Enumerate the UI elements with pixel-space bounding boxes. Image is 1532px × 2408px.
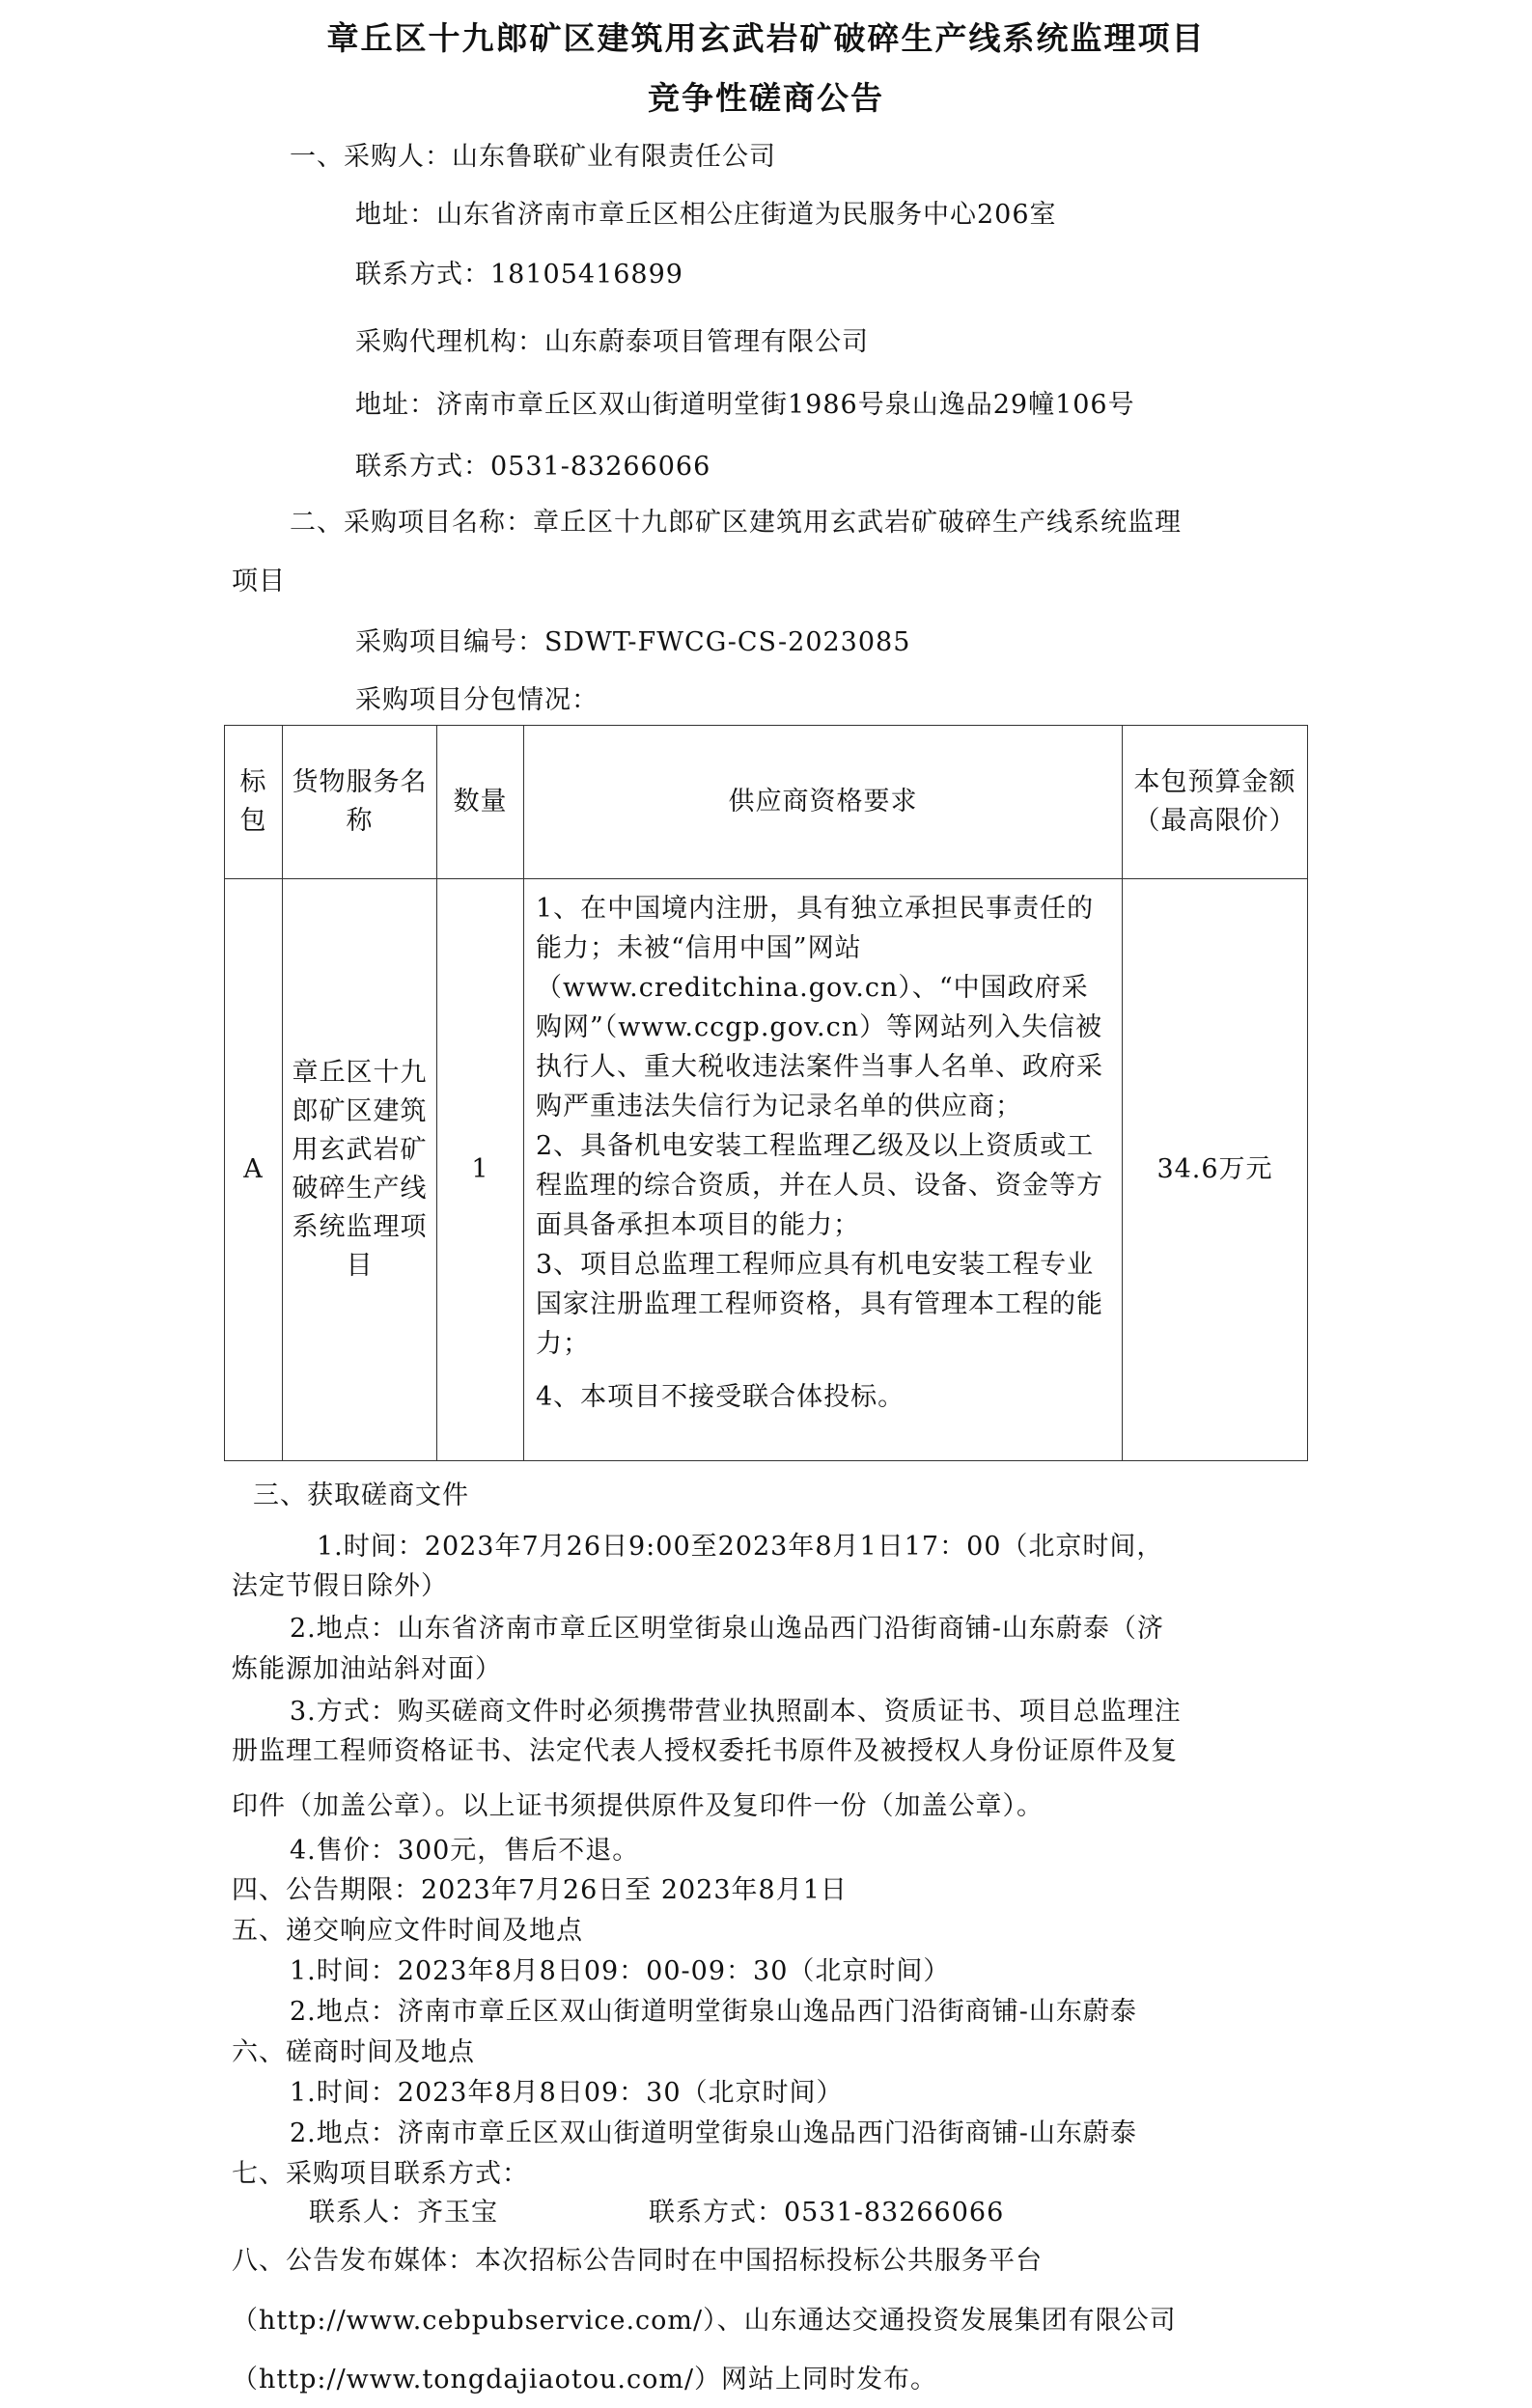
table-row [225, 879, 1308, 1461]
section3-price: 4.售价：300元，售后不退。 [290, 1836, 640, 1866]
section7-heading: 七、采购项目联系方式： [232, 2159, 529, 2189]
header-item-name: 货物服务名称 [283, 726, 437, 879]
section5-place: 2.地点：济南市章丘区双山街道明堂街泉山逸品西门沿街商铺-山东蔚泰 [290, 1997, 1137, 2027]
section3-time-line2: 法定节假日除外） [232, 1571, 448, 1601]
agency-contact: 联系方式：0531-83266066 [355, 452, 711, 482]
project-name-line2: 项目 [232, 567, 286, 596]
header-package: 标包 [225, 726, 283, 879]
header-requirements: 供应商资格要求 [524, 726, 1123, 879]
header-budget: 本包预算金额（最高限价） [1123, 726, 1308, 879]
purchaser-heading: 一、采购人：山东鲁联矿业有限责任公司 [290, 142, 776, 172]
section3-method-line2: 册监理工程师资格证书、法定代表人授权委托书原件及被授权人身份证原件及复 [232, 1736, 1178, 1766]
section3-method-line1: 3.方式：购买磋商文件时必须携带营业执照副本、资质证书、项目总监理注 [290, 1697, 1182, 1727]
table-header-row [225, 726, 1308, 879]
section3-place-line1: 2.地点：山东省济南市章丘区明堂街泉山逸品西门沿街商铺-山东蔚泰（济 [290, 1614, 1164, 1644]
cell-package: A [225, 879, 283, 1461]
agency-name: 采购代理机构：山东蔚泰项目管理有限公司 [355, 327, 869, 357]
section3-method-line3: 印件（加盖公章）。以上证书须提供原件及复印件一份（加盖公章）。 [232, 1791, 1044, 1821]
purchaser-address: 地址：山东省济南市章丘区相公庄街道为民服务中心206室 [355, 200, 1057, 230]
section5-heading: 五、递交响应文件时间及地点 [232, 1916, 583, 1946]
cell-requirements [524, 879, 1123, 1461]
packages-label: 采购项目分包情况： [355, 685, 599, 715]
section5-time: 1.时间：2023年8月8日09：00-09：30（北京时间） [290, 1956, 951, 1986]
document-subtitle: 竞争性磋商公告 [648, 79, 884, 117]
requirement-1: 1、在中国境内注册，具有独立承担民事责任的能力；未被“信用中国”网站（www.creditchina.gov.cn）、“中国政府采购网”（www.ccgp.gov.cn）等网站列入失信被执行人、重大税收违法案件当事人名单、政府采购严重违法失信行为记录名单的供应商； [536, 894, 1103, 1121]
cell-quantity: 1 [437, 879, 524, 1461]
section7-contact-phone: 联系方式：0531-83266066 [649, 2198, 1005, 2228]
project-number: 采购项目编号：SDWT-FWCG-CS-2023085 [355, 627, 911, 657]
cell-item-name: 章丘区十九郎矿区建筑用玄武岩矿破碎生产线系统监理项目 [283, 879, 437, 1461]
requirement-3: 3、项目总监理工程师应具有机电安装工程专业国家注册监理工程师资格，具有管理本工程的能力； [536, 1250, 1103, 1359]
section8-line2: （http://www.cebpubservice.com/）、山东通达交通投资发展集团有限公司 [232, 2306, 1177, 2336]
requirement-4: 4、本项目不接受联合体投标。 [536, 1382, 905, 1412]
cell-budget: 34.6万元 [1123, 879, 1308, 1461]
document-title: 章丘区十九郎矿区建筑用玄武岩矿破碎生产线系统监理项目 [326, 19, 1206, 57]
section7-contact-person: 联系人：齐玉宝 [309, 2198, 498, 2228]
section6-time: 1.时间：2023年8月8日09：30（北京时间） [290, 2078, 844, 2108]
package-table [224, 725, 1308, 1461]
section8-line1: 八、公告发布媒体：本次招标公告同时在中国招标投标公共服务平台 [232, 2246, 1043, 2276]
section3-place-line2: 炼能源加油站斜对面） [232, 1654, 502, 1684]
section4-period: 四、公告期限：2023年7月26日至 2023年8月1日 [232, 1875, 848, 1905]
section6-place: 2.地点：济南市章丘区双山街道明堂街泉山逸品西门沿街商铺-山东蔚泰 [290, 2118, 1137, 2148]
section3-heading: 三、获取磋商文件 [253, 1481, 469, 1510]
purchaser-contact: 联系方式：18105416899 [355, 260, 683, 290]
agency-address: 地址：济南市章丘区双山街道明堂街1986号泉山逸品29幢106号 [355, 390, 1135, 420]
section8-line3: （http://www.tongdajiaotou.com/）网站上同时发布。 [232, 2365, 938, 2394]
requirement-2: 2、具备机电安装工程监理乙级及以上资质或工程监理的综合资质，并在人员、设备、资金等方面具备承担本项目的能力； [536, 1131, 1103, 1240]
section6-heading: 六、磋商时间及地点 [232, 2037, 475, 2067]
project-name-line1: 二、采购项目名称：章丘区十九郎矿区建筑用玄武岩矿破碎生产线系统监理 [290, 508, 1182, 538]
header-quantity: 数量 [437, 726, 524, 879]
section3-time-line1: 1.时间：2023年7月26日9:00至2023年8月1日17：00（北京时间， [317, 1532, 1164, 1562]
